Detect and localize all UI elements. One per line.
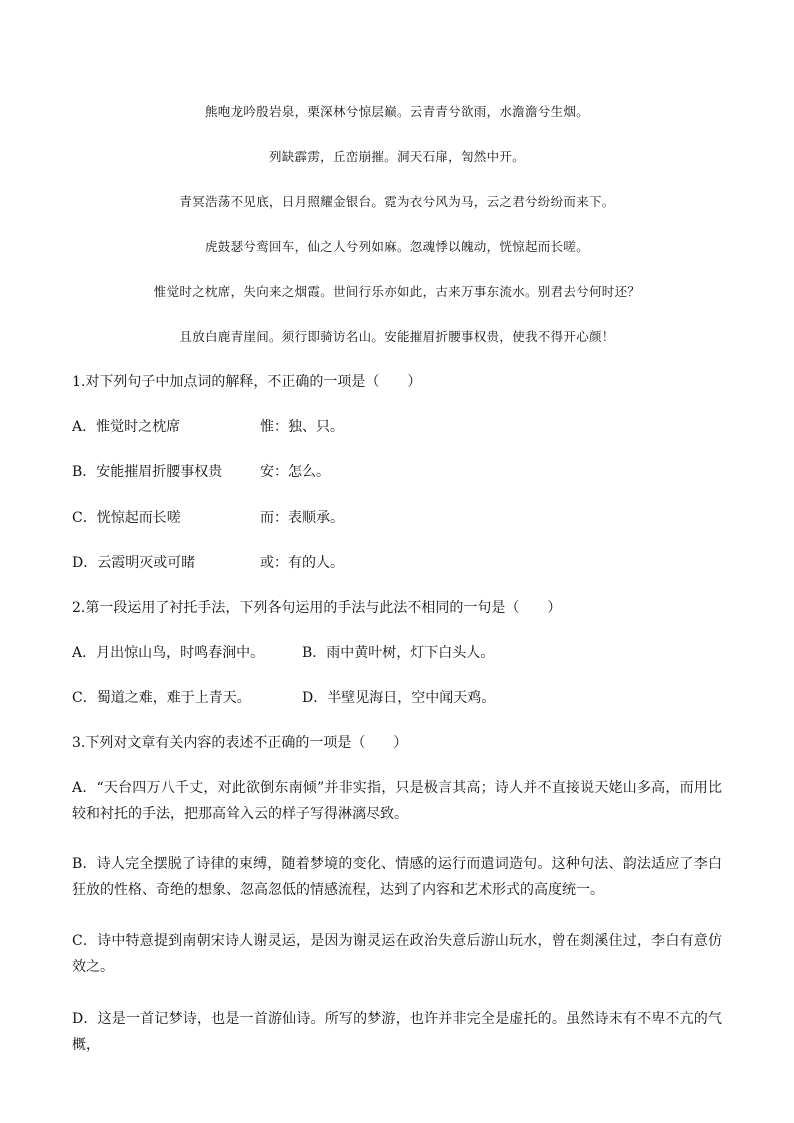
option-sentence: A．惟觉时之枕席 bbox=[72, 419, 181, 435]
question-1-stem: 1.对下列句子中加点词的解释，不正确的一项是（ ） bbox=[72, 374, 422, 390]
option-gloss: 惟：独、只。 bbox=[260, 419, 344, 435]
option-gloss: 安：怎么。 bbox=[260, 464, 330, 480]
option-sentence: B．安能摧眉折腰事权贵 bbox=[72, 464, 223, 480]
option-gloss: 或：有的人。 bbox=[260, 555, 344, 571]
question-3-option-d: D．这是一首记梦诗，也是一首游仙诗。所写的梦游，也许并非完全是虚托的。虽然诗末有不卑不亢的气概， bbox=[72, 1011, 722, 1053]
poem-line: 惟觉时之枕席，失向来之烟霞。世间行乐亦如此，古来万事东流水。别君去兮何时还？ bbox=[153, 284, 641, 299]
poem-line: 虎鼓瑟兮鸾回车，仙之人兮列如麻。忽魂悸以魄动，恍惊起而长嗟。 bbox=[204, 239, 589, 254]
poem-line: 列缺霹雳，丘峦崩摧。洞天石扉，訇然中开。 bbox=[268, 149, 525, 164]
option-b: B．雨中黄叶树，灯下白头人。 bbox=[302, 645, 495, 661]
option-c: C．蜀道之难，难于上青天。 bbox=[72, 690, 251, 706]
option-d: D．半壁见海日，空中闻天鸡。 bbox=[302, 690, 496, 706]
question-3-stem: 3.下列对文章有关内容的表述不正确的一项是（ ） bbox=[72, 735, 408, 751]
option-gloss: 而：表顺承。 bbox=[260, 510, 344, 526]
question-3-option-a: A．“天台四万八千丈，对此欲倒东南倾”并非实指，只是极言其高；诗人并不直接说天姥山多高，而用比较和衬托的手法，把那高耸入云的样子写得淋漓尽致。 bbox=[72, 780, 722, 822]
option-sentence: C．恍惊起而长嗟 bbox=[72, 510, 181, 526]
option-a: A．月出惊山鸟，时鸣春涧中。 bbox=[72, 645, 265, 661]
question-2-stem: 2.第一段运用了衬托手法，下列各句运用的手法与此法不相同的一句是（ ） bbox=[72, 600, 562, 616]
poem-line: 青冥浩荡不见底，日月照耀金银台。霓为衣兮风为马，云之君兮纷纷而来下。 bbox=[179, 194, 615, 209]
poem-line: 且放白鹿青崖间。须行即骑访名山。安能摧眉折腰事权贵，使我不得开心颜！ bbox=[179, 329, 615, 344]
poem-line: 熊咆龙吟殷岩泉，栗深林兮惊层巅。云青青兮欲雨，水澹澹兮生烟。 bbox=[204, 104, 589, 119]
option-sentence: D．云霞明灭或可睹 bbox=[72, 555, 196, 571]
question-3-option-c: C．诗中特意提到南朝宋诗人谢灵运，是因为谢灵运在政治失意后游山玩水，曾在剡溪住过，李白有意仿效之。 bbox=[72, 933, 722, 975]
question-3-option-b: B．诗人完全摆脱了诗律的束缚，随着梦境的变化、情感的运行而遣词造句。这种句法、韵法适应了李白狂放的性格、奇绝的想象、忽高忽低的情感流程，达到了内容和艺术形式的高度统一。 bbox=[72, 856, 722, 898]
